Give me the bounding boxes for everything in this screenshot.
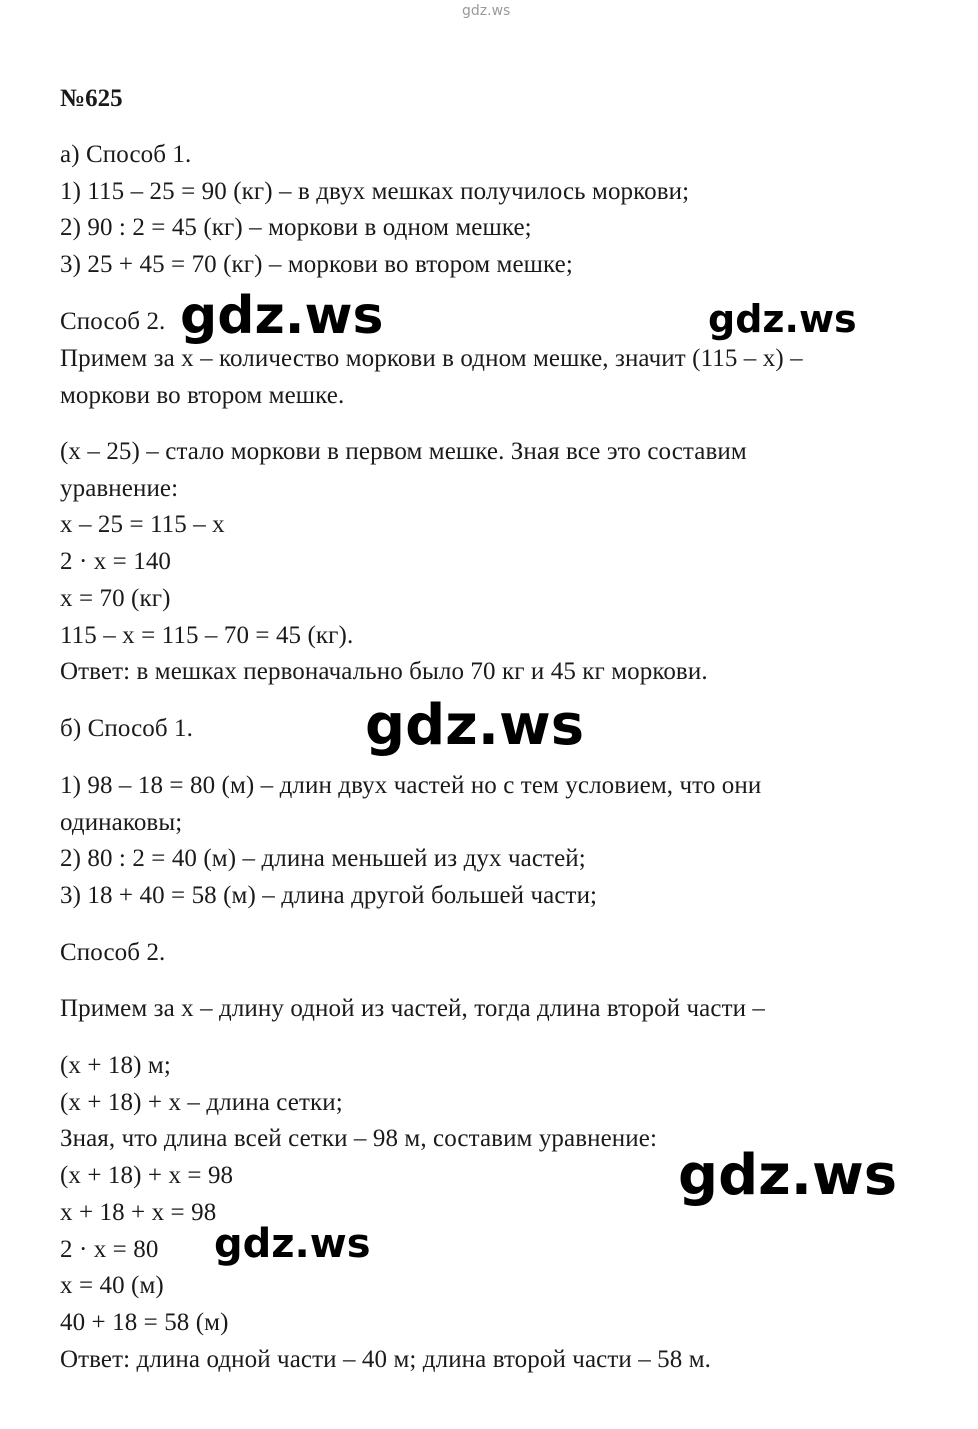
watermark: gdz.ws xyxy=(708,297,857,341)
text-line: 1) 115 – 25 = 90 (кг) – в двух мешках получилось моркови; xyxy=(60,178,690,205)
text-line: 3) 18 + 40 = 58 (м) – длина другой большей части; xyxy=(60,882,598,909)
equation-line: (х + 18) м; xyxy=(60,1052,171,1079)
text-line: а) Способ 1. xyxy=(60,141,192,168)
equation-line: 40 + 18 = 58 (м) xyxy=(60,1309,229,1336)
text-line: 3) 25 + 45 = 70 (кг) – моркови во втором мешке; xyxy=(60,251,573,278)
text-line: б) Способ 1. xyxy=(60,715,193,742)
equation-line: (х + 18) + х = 98 xyxy=(60,1162,234,1189)
equation-line: х = 70 (кг) xyxy=(60,585,171,612)
equation-line: х = 40 (м) xyxy=(60,1272,164,1299)
equation-line: (х + 18) + х – длина сетки; xyxy=(60,1089,343,1116)
text-line: Зная, что длина всей сетки – 98 м, составим уравнение: xyxy=(60,1125,657,1152)
watermark: gdz.ws xyxy=(365,693,585,758)
text-line: Способ 2. xyxy=(60,939,166,966)
text-line: одинаковы; xyxy=(60,809,183,836)
watermark: gdz.ws xyxy=(214,1221,371,1267)
text-line: 1) 98 – 18 = 80 (м) – длин двух частей но с тем условием, что они xyxy=(60,772,762,799)
equation-line: 2 · х = 140 xyxy=(60,548,172,575)
text-line: Примем за х – количество моркови в одном мешке, значит (115 – х) – xyxy=(60,345,803,372)
text-line: моркови во втором мешке. xyxy=(60,382,345,409)
watermark: gdz.ws xyxy=(678,1143,898,1208)
equation-line: 115 – х = 115 – 70 = 45 (кг). xyxy=(60,622,354,649)
equation-line: 2 · х = 80 xyxy=(60,1236,159,1263)
answer-line: Ответ: длина одной части – 40 м; длина второй части – 58 м. xyxy=(60,1346,711,1373)
equation-line: х – 25 = 115 – х xyxy=(60,511,225,538)
text-line: 2) 80 : 2 = 40 (м) – длина меньшей из дух частей; xyxy=(60,845,586,872)
watermark-top: gdz.ws xyxy=(462,3,511,19)
text-line: 2) 90 : 2 = 45 (кг) – моркови в одном мешке; xyxy=(60,214,532,241)
text-line: (х – 25) – стало моркови в первом мешке. Зная все это составим xyxy=(60,438,747,465)
watermark: gdz.ws xyxy=(180,286,384,346)
text-line: Примем за х – длину одной из частей, тогда длина второй части – xyxy=(60,995,766,1022)
problem-number: №625 xyxy=(60,85,123,112)
text-line: уравнение: xyxy=(60,475,179,502)
text-line: Способ 2. xyxy=(60,308,166,335)
answer-line: Ответ: в мешках первоначально было 70 кг и 45 кг моркови. xyxy=(60,658,708,685)
equation-line: х + 18 + х = 98 xyxy=(60,1199,217,1226)
